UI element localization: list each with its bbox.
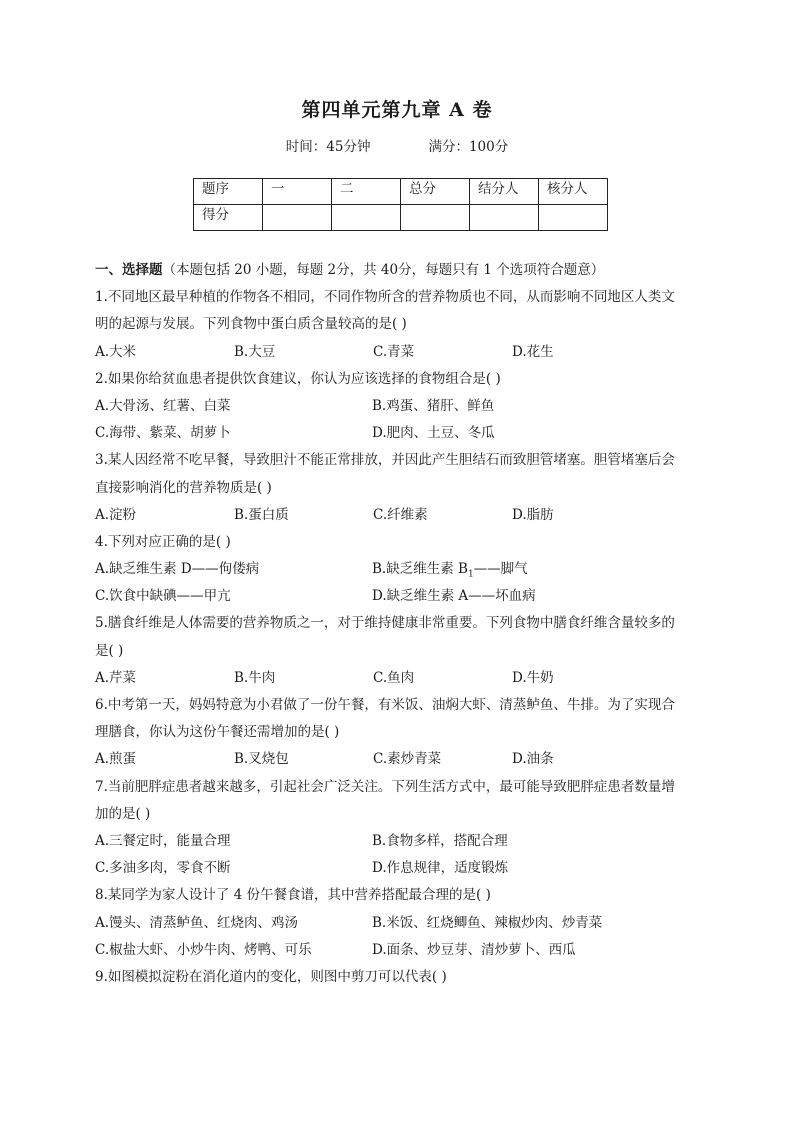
answer-option[interactable]: D.花生	[512, 343, 554, 360]
score-table	[193, 178, 608, 231]
option-row	[95, 746, 705, 773]
question-stem-line: 1.不同地区最早种植的作物各不相同，不同作物所含的营养物质也不同，从而影响不同地区人类文	[95, 289, 675, 306]
option-row	[95, 393, 705, 420]
option-row	[95, 855, 705, 882]
option-row	[95, 937, 705, 964]
option-row	[95, 910, 705, 937]
answer-option[interactable]: B.大豆	[234, 343, 276, 360]
score-table-cell: 二	[332, 179, 401, 205]
answer-option[interactable]: A.淀粉	[95, 506, 137, 523]
answer-option[interactable]: B.牛肉	[234, 669, 276, 686]
score-table-cell: 题序	[194, 179, 263, 205]
answer-option[interactable]: A.大米	[95, 343, 137, 360]
answer-option[interactable]: D.缺乏维生素 A——坏血病	[372, 588, 536, 605]
option-text: B.缺乏维生素 B	[372, 561, 468, 578]
section-heading	[95, 257, 705, 284]
answer-option[interactable]: D.脂肪	[512, 506, 554, 523]
option-row	[95, 828, 705, 855]
score-input-cell[interactable]	[332, 205, 401, 231]
answer-option[interactable]: C.多油多肉，零食不断	[95, 860, 231, 877]
question-stem-line: 8.某同学为家人设计了 4 份午餐食谱，其中营养搭配最合理的是( )	[95, 887, 491, 904]
answer-option[interactable]: A.芹菜	[95, 669, 137, 686]
score-table-cell: 得分	[194, 205, 263, 231]
option-row	[95, 665, 705, 692]
question-9	[95, 964, 705, 991]
exam-title: 第四单元第九章 A 卷	[301, 99, 493, 121]
score-table-cell: 结分人	[470, 179, 539, 205]
answer-option[interactable]: A.三餐定时，能量合理	[95, 832, 231, 849]
answer-option[interactable]: C.海带、紫菜、胡萝卜	[95, 425, 231, 442]
question-8	[95, 882, 705, 964]
answer-option[interactable]: A.缺乏维生素 D——佝偻病	[95, 561, 260, 578]
answer-option[interactable]: C.鱼肉	[373, 669, 415, 686]
score-input-cell[interactable]	[470, 205, 539, 231]
question-stem-line: 加的是( )	[95, 805, 151, 822]
question-stem-line: 4.下列对应正确的是( )	[95, 533, 231, 550]
exam-meta	[0, 135, 794, 155]
score-input-cell[interactable]	[401, 205, 470, 231]
answer-option[interactable]: A.煎蛋	[95, 751, 137, 768]
question-6	[95, 692, 705, 774]
option-text-tail: ——脚气	[473, 561, 528, 578]
answer-option[interactable]: D.牛奶	[512, 669, 554, 686]
question-1	[95, 284, 705, 366]
question-stem-line: 理膳食，你认为这份午餐还需增加的是( )	[95, 724, 340, 741]
question-stem-line: 明的起源与发展。下列食物中蛋白质含量较高的是( )	[95, 316, 407, 333]
exam-full-score: 满分：100分	[428, 139, 509, 155]
question-stem-line: 直接影响消化的营养物质是( )	[95, 479, 272, 496]
question-stem-line: 2.如果你给贫血患者提供饮食建议，你认为应该选择的食物组合是( )	[95, 370, 501, 387]
answer-option[interactable]: B.叉烧包	[234, 751, 289, 768]
answer-option[interactable]: C.纤维素	[373, 506, 428, 523]
question-stem-line: 5.膳食纤维是人体需要的营养物质之一，对于维持健康非常重要。下列食物中膳食纤维含量较多的	[95, 615, 675, 632]
question-stem-line: 3.某人因经常不吃早餐，导致胆汁不能正常排放，并因此产生胆结石而致胆管堵塞。胆管堵塞后会	[95, 452, 675, 469]
section-note: （本题包括 20 小题，每题 2分，共 40分，每题只有 1 个选项符合题意）	[162, 262, 605, 278]
question-5	[95, 610, 705, 692]
question-stem-line: 6.中考第一天，妈妈特意为小君做了一份午餐，有米饭、油焖大虾、清蒸鲈鱼、牛排。为了实现合	[95, 697, 675, 713]
question-7	[95, 774, 705, 883]
question-2	[95, 366, 705, 448]
option-row	[95, 502, 705, 529]
answer-option[interactable]: C.饮食中缺碘——甲亢	[95, 588, 231, 605]
question-3	[95, 447, 705, 529]
answer-option[interactable]: A.馒头、清蒸鲈鱼、红烧肉、鸡汤	[95, 914, 299, 931]
section-title: 一、选择题	[95, 262, 163, 278]
score-input-cell[interactable]	[539, 205, 608, 231]
answer-option[interactable]: C.椒盐大虾、小炒牛肉、烤鸭、可乐	[95, 941, 312, 958]
score-table-header-row	[194, 179, 608, 205]
question-list	[95, 284, 705, 991]
score-table-cell: 总分	[401, 179, 470, 205]
subscript: 1	[467, 569, 474, 580]
option-row	[95, 339, 705, 366]
option-row	[95, 583, 705, 610]
answer-option[interactable]	[372, 556, 649, 583]
answer-option[interactable]: B.鸡蛋、猪肝、鲜鱼	[372, 397, 495, 414]
answer-option[interactable]: C.素炒青菜	[373, 751, 442, 768]
answer-option[interactable]: B.米饭、红烧鲫鱼、辣椒炒肉、炒青菜	[372, 914, 603, 931]
exam-time: 时间：45分钟	[285, 139, 371, 155]
question-4	[95, 529, 705, 611]
option-row	[95, 420, 705, 447]
answer-option[interactable]: A.大骨汤、红薯、白菜	[95, 397, 231, 414]
question-stem-line: 9.如图模拟淀粉在消化道内的变化，则图中剪刀可以代表( )	[95, 968, 447, 985]
answer-option[interactable]: D.肥肉、土豆、冬瓜	[372, 425, 495, 442]
question-stem-line: 7.当前肥胖症患者越来越多，引起社会广泛关注。下列生活方式中，最可能导致肥胖症患者数量增	[95, 778, 675, 795]
answer-option[interactable]: D.作息规律，适度锻炼	[372, 860, 509, 877]
answer-option[interactable]: D.油条	[512, 751, 554, 768]
question-stem-line: 是( )	[95, 642, 124, 659]
answer-option[interactable]: B.蛋白质	[234, 506, 289, 523]
score-table-cell: 一	[263, 179, 332, 205]
answer-option[interactable]: D.面条、炒豆芽、清炒萝卜、西瓜	[372, 941, 576, 958]
option-row	[95, 556, 705, 583]
score-table-cell: 核分人	[539, 179, 608, 205]
score-table-score-row	[194, 205, 608, 231]
questions-area	[95, 257, 705, 991]
score-input-cell[interactable]	[263, 205, 332, 231]
answer-option[interactable]: C.青菜	[373, 343, 415, 360]
answer-option[interactable]: B.食物多样，搭配合理	[372, 832, 508, 849]
